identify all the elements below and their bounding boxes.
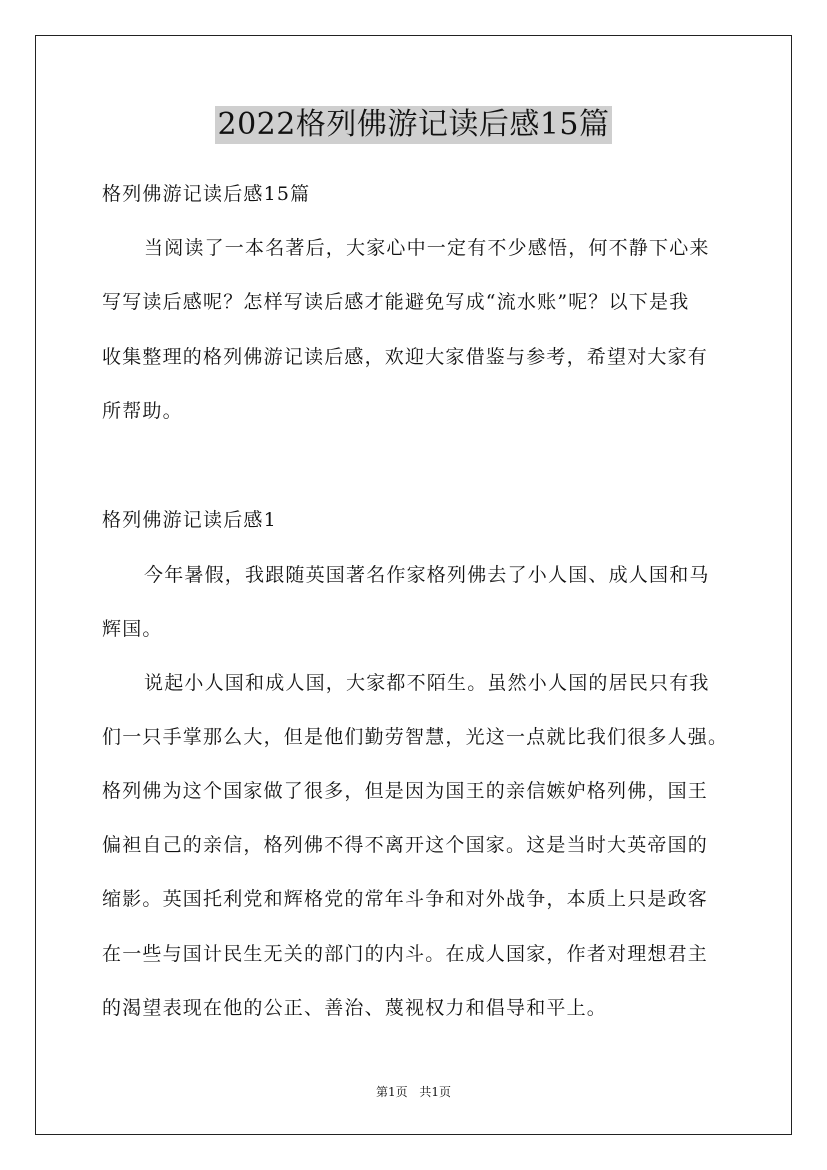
section-heading: 格列佛游记读后感1 xyxy=(102,509,277,531)
intro-line-2: 写写读后感呢？怎样写读后感才能避免写成“流水账”呢？以下是我 xyxy=(102,291,690,313)
paragraph1-line-2: 辉国。 xyxy=(102,618,163,640)
paragraph2-line-4: 偏袒自己的亲信，格列佛不得不离开这个国家。这是当时大英帝国的 xyxy=(102,834,709,856)
paragraph2-line-1: 说起小人国和成人国，大家都不陌生。虽然小人国的居民只有我 xyxy=(144,672,710,694)
intro-line-3: 收集整理的格列佛游记读后感，欢迎大家借鉴与参考，希望对大家有 xyxy=(102,346,709,368)
page-footer xyxy=(0,1084,827,1100)
page-number-total: 共1页 xyxy=(419,1085,452,1099)
paragraph2-line-7: 的渴望表现在他的公正、善治、蔑视权力和倡导和平上。 xyxy=(102,997,608,1019)
paragraph1-line-1: 今年暑假，我跟随英国著名作家格列佛去了小人国、成人国和马 xyxy=(144,564,710,586)
intro-line-4: 所帮助。 xyxy=(102,400,183,422)
page-number-current: 第1页 xyxy=(375,1085,408,1099)
document-subtitle: 格列佛游记读后感15篇 xyxy=(102,183,311,205)
paragraph2-line-6: 在一些与国计民生无关的部门的内斗。在成人国家，作者对理想君主 xyxy=(102,943,709,965)
intro-line-1: 当阅读了一本名著后，大家心中一定有不少感悟，何不静下心来 xyxy=(144,237,710,259)
document-title-text: 2022格列佛游记读后感15篇 xyxy=(217,107,610,142)
paragraph2-line-5: 缩影。英国托利党和辉格党的常年斗争和对外战争，本质上只是政客 xyxy=(102,888,709,910)
document-title xyxy=(0,104,827,144)
paragraph2-line-2: 们一只手掌那么大，但是他们勤劳智慧，光这一点就比我们很多人强。 xyxy=(102,726,729,748)
paragraph2-line-3: 格列佛为这个国家做了很多，但是因为国王的亲信嫉妒格列佛，国王 xyxy=(102,780,709,802)
